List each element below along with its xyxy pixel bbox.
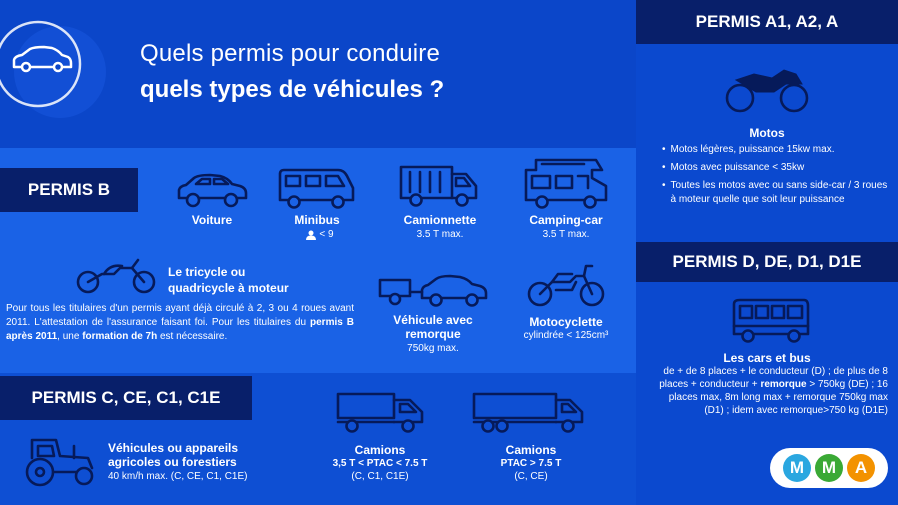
paragraph-part1: Pour tous les titulaires d'un permis ayant déjà circulé à 2, 3 ou 4 roues avant 2011. L'attestation de l'assurance faisant foi. Pour les titulaires du (6, 303, 354, 328)
bus-label: Les cars et bus (723, 351, 811, 365)
remorque-sub: 750kg max. (407, 343, 459, 354)
permis-c-header: PERMIS C, CE, C1, C1E (0, 376, 252, 420)
minibus-capacity (290, 229, 350, 240)
bus-text (648, 365, 888, 417)
bus-icon (730, 296, 812, 344)
logo-letter-m2: M (815, 454, 843, 482)
logo-letter-m1: M (783, 454, 811, 482)
camping-car-icon (522, 156, 612, 210)
tricycle-label: Le tricycle ou quadricycle à moteur (168, 265, 289, 295)
bus-text-bold: remorque (760, 379, 807, 390)
motocyclette-sub: cylindrée < 125cm³ (523, 330, 609, 341)
minibus-label: Minibus (294, 213, 340, 227)
agri-label: Véhicules ou appareils agricoles ou forestiers (108, 441, 239, 469)
minibus-icon (276, 166, 358, 210)
van-icon (398, 162, 482, 210)
motos-bullet-3: Toutes les motos avec ou sans side-car / 3 roues à moteur quelle que soit leur puissance (670, 180, 888, 205)
camions1-sub2: (C, C1, C1E) (351, 471, 409, 482)
paragraph-bold2: formation de 7h (82, 331, 158, 342)
agri-sub: 40 km/h max. (C, CE, C1, C1E) (108, 471, 248, 482)
camionnette-label: Camionnette (403, 213, 477, 227)
camions1-label: Camions (354, 443, 406, 457)
minibus-sub: < 9 (319, 229, 334, 240)
paragraph-part3: est nécessaire. (157, 331, 228, 342)
list-item: • Toutes les motos avec ou sans side-car / 3 roues à moteur quelle que soit leur puissance (662, 180, 888, 205)
camions2-sub1: PTAC > 7.5 T (500, 458, 562, 469)
list-item: • Motos avec puissance < 35kw (662, 162, 805, 173)
motos-bullet-list (662, 143, 888, 207)
tractor-icon (22, 434, 98, 490)
list-item: • Motos légères, puissance 15kw max. (662, 144, 835, 155)
car-circle-icon (0, 20, 110, 120)
sport-motorcycle-icon (722, 60, 812, 116)
truck-large-icon (470, 388, 592, 436)
title-line1: Quels permis pour conduire (140, 40, 441, 67)
permis-b-header: PERMIS B (0, 168, 138, 212)
paragraph-part2: , une (57, 331, 83, 342)
permis-d-header: PERMIS D, DE, D1, D1E (636, 242, 898, 282)
car-trailer-icon (376, 268, 496, 308)
motocyclette-label: Motocyclette (529, 315, 603, 329)
logo-letter-a: A (847, 454, 875, 482)
motos-bullet-2: Motos avec puissance < 35kw (670, 162, 805, 173)
camping-car-sub: 3.5 T max. (542, 229, 590, 240)
voiture-label: Voiture (191, 213, 233, 227)
mma-logo (770, 448, 888, 488)
permis-a-header: PERMIS A1, A2, A (636, 0, 898, 44)
camionnette-sub: 3.5 T max. (416, 229, 464, 240)
motocyclette-icon (526, 262, 608, 308)
camping-car-label: Camping-car (529, 213, 603, 227)
chopper-motorcycle-icon (74, 256, 160, 296)
camions1-sub1: 3,5 T < PTAC < 7.5 T (332, 458, 428, 469)
motos-label: Motos (749, 126, 785, 140)
camions2-label: Camions (505, 443, 557, 457)
person-icon (306, 230, 316, 240)
bus-text-part2: > 750kg (DE) ; 16 places max, 8m long max + remorque 750kg max (D1) ; idem avec remorque>750 kg (D1E) (668, 379, 888, 416)
bus-text-part1: de + de 8 places + le conducteur (D) ; de plus de 8 places + conducteur + (659, 366, 888, 390)
camions2-sub2: (C, CE) (514, 471, 548, 482)
title-line2: quels types de véhicules ? (140, 76, 445, 103)
tricycle-paragraph (6, 302, 354, 344)
car-icon (176, 170, 250, 210)
paragraph-bold1: permis B après 2011 (6, 317, 354, 342)
truck-small-icon (334, 388, 430, 436)
remorque-label: Véhicule avec remorque (393, 313, 473, 341)
motos-bullet-1: Motos légères, puissance 15kw max. (670, 144, 835, 155)
